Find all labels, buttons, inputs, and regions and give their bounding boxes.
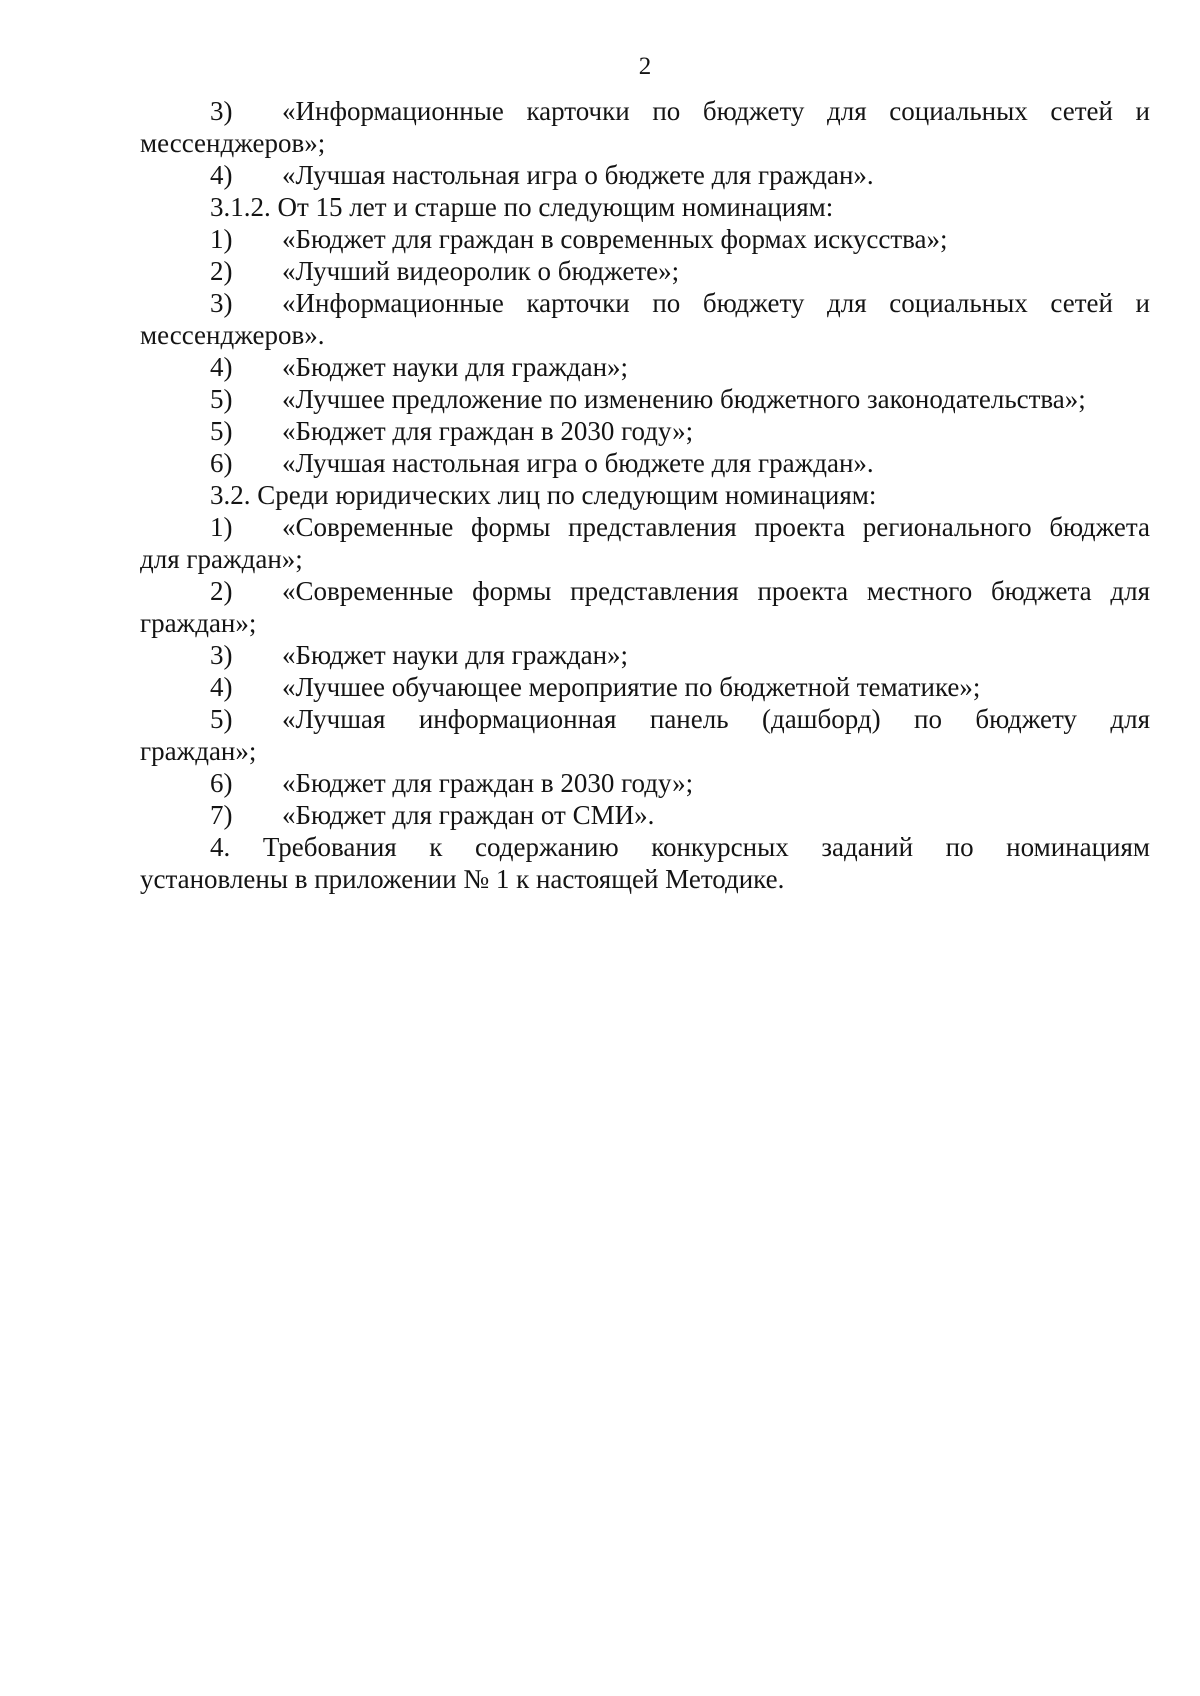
item-text: «Бюджет для граждан в современных формах искусства»;: [282, 224, 948, 254]
item-text: «Бюджет науки для граждан»;: [282, 640, 629, 670]
list-item: [140, 255, 1150, 287]
item-number: 6): [210, 448, 233, 478]
section-heading: 3.1.2. От 15 лет и старше по следующим номинациям:: [210, 192, 834, 222]
list-item: [140, 383, 1150, 415]
item-text: «Лучшая информационная панель (дашборд) по бюджету для: [282, 704, 1150, 734]
list-item: [140, 703, 1150, 735]
list-item: [140, 287, 1150, 319]
item-text: «Информационные карточки по бюджету для социальных сетей и: [282, 288, 1150, 318]
item-text: «Лучшая настольная игра о бюджете для граждан».: [282, 448, 874, 478]
section-heading: 3.2. Среди юридических лиц по следующим номинациям:: [210, 480, 877, 510]
item-number: 4): [210, 352, 233, 382]
continuation-line: для граждан»;: [140, 544, 303, 574]
continuation-line: граждан»;: [140, 736, 257, 766]
item-text: «Лучшее обучающее мероприятие по бюджетной тематике»;: [282, 672, 981, 702]
item-text: «Современные формы представления проекта местного бюджета для: [282, 576, 1150, 606]
list-item: [140, 671, 1150, 703]
item-number: 5): [210, 704, 233, 734]
item-text: «Информационные карточки по бюджету для социальных сетей и: [282, 96, 1150, 126]
item-text: «Лучшее предложение по изменению бюджетного законодательства»;: [282, 384, 1086, 414]
item-number: 3): [210, 640, 233, 670]
item-number: 5): [210, 416, 233, 446]
list-item: [140, 95, 1150, 127]
continuation-line: установлены в приложении № 1 к настоящей Методике.: [140, 864, 785, 894]
item-number: 3): [210, 96, 233, 126]
item-text: «Бюджет для граждан от СМИ».: [282, 800, 655, 830]
item-text: «Современные формы представления проекта регионального бюджета: [282, 512, 1150, 542]
list-item: [140, 159, 1150, 191]
list-item: [140, 639, 1150, 671]
item-text: «Лучшая настольная игра о бюджете для граждан».: [282, 160, 874, 190]
list-item: [140, 351, 1150, 383]
list-item: [140, 223, 1150, 255]
item-text: «Лучший видеоролик о бюджете»;: [282, 256, 680, 286]
item-number: 1): [210, 512, 233, 542]
document-body: [140, 95, 1150, 895]
page-number: 2: [638, 53, 652, 80]
item-number: 5): [210, 384, 233, 414]
continuation-line: граждан»;: [140, 608, 257, 638]
continuation-line: мессенджеров»;: [140, 128, 326, 158]
list-item: [140, 767, 1150, 799]
item-text: «Бюджет науки для граждан»;: [282, 352, 629, 382]
paragraph-line: 4. Требования к содержанию конкурсных заданий по номинациям: [210, 832, 1150, 862]
list-item: [140, 511, 1150, 543]
item-text: «Бюджет для граждан в 2030 году»;: [282, 416, 694, 446]
item-number: 7): [210, 800, 233, 830]
item-text: «Бюджет для граждан в 2030 году»;: [282, 768, 694, 798]
list-item: [140, 415, 1150, 447]
item-number: 3): [210, 288, 233, 318]
item-number: 6): [210, 768, 233, 798]
list-item: [140, 799, 1150, 831]
item-number: 1): [210, 224, 233, 254]
item-number: 4): [210, 672, 233, 702]
list-item: [140, 447, 1150, 479]
item-number: 2): [210, 576, 233, 606]
list-item: [140, 575, 1150, 607]
item-number: 2): [210, 256, 233, 286]
item-number: 4): [210, 160, 233, 190]
continuation-line: мессенджеров».: [140, 320, 325, 350]
